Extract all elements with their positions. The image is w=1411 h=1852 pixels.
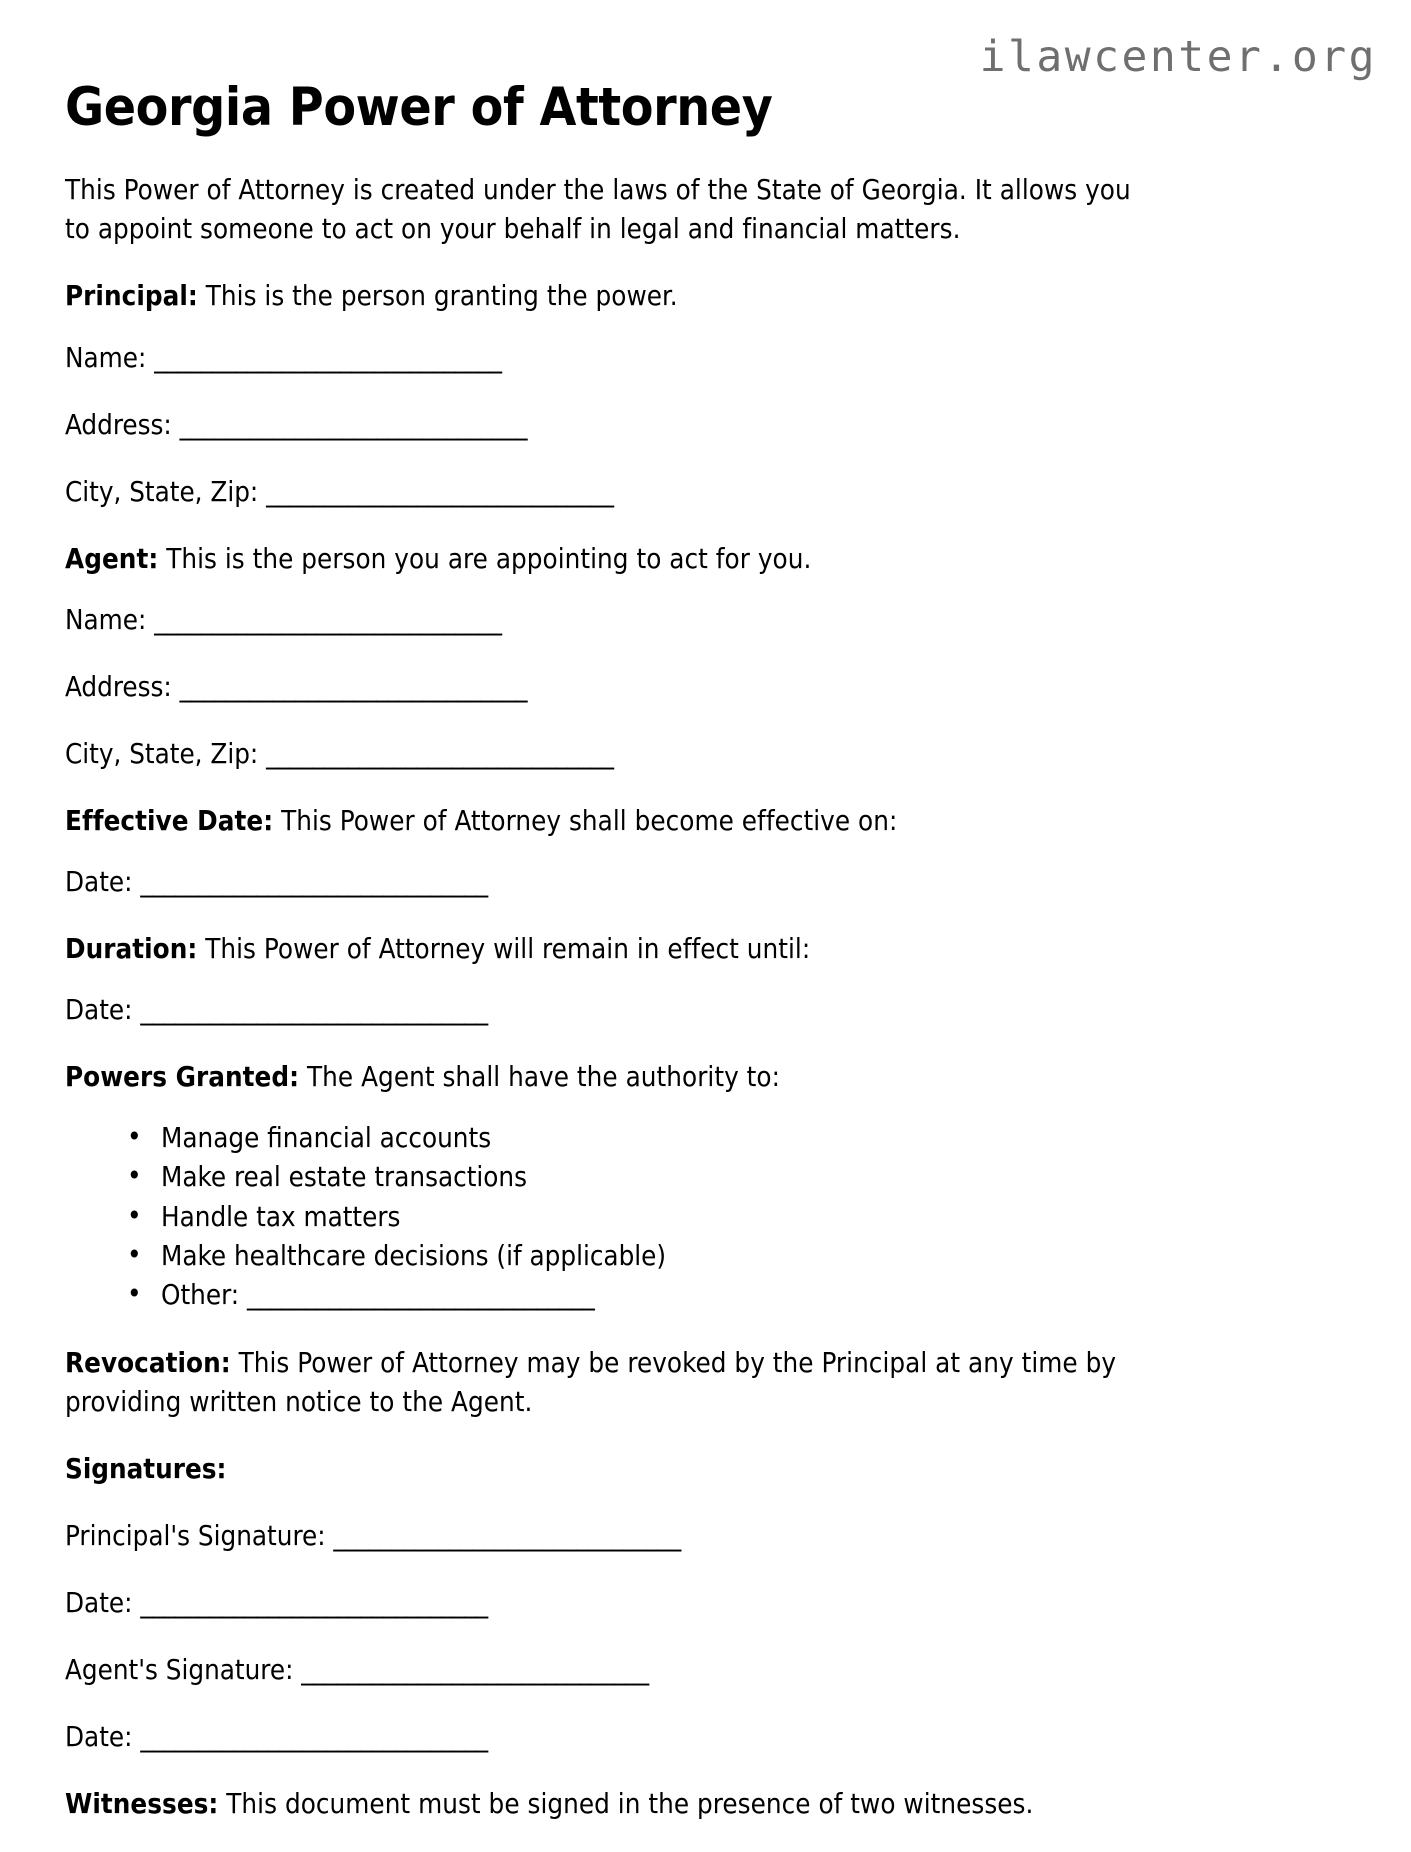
duration-description: This Power of Attorney will remain in effect until: <box>197 932 811 965</box>
principal-signature-date-field[interactable] <box>65 1584 1155 1623</box>
powers-granted-list <box>65 1119 1155 1316</box>
powers-granted-section-heading <box>65 1058 1155 1097</box>
fill-in-line[interactable]: ______________________________ <box>333 1519 681 1552</box>
witnesses-description: This document must be signed in the presence of two witnesses. <box>218 1787 1034 1820</box>
fill-in-line[interactable]: ______________________________ <box>266 475 614 508</box>
list-item <box>125 1119 1155 1158</box>
intro-paragraph: This Power of Attorney is created under the laws of the State of Georgia. It allows you to appoint someone to act on your behalf in legal and financial matters. <box>65 174 1131 246</box>
field-label: Date: <box>65 865 141 898</box>
site-watermark: ilawcenter.org <box>979 32 1377 82</box>
list-item-text: Make healthcare decisions (if applicable) <box>161 1240 667 1272</box>
list-item <box>125 1198 1155 1237</box>
principal-address-field[interactable] <box>65 406 1155 445</box>
signatures-heading: Signatures: <box>65 1452 227 1485</box>
agent-address-field[interactable] <box>65 668 1155 707</box>
field-label: Agent's Signature: <box>65 1653 302 1686</box>
field-label: Address: <box>65 408 180 441</box>
list-item-text: Handle tax matters <box>161 1200 401 1233</box>
fill-in-line[interactable]: ______________________________ <box>154 603 502 636</box>
fill-in-line[interactable]: ______________________________ <box>266 737 614 770</box>
field-label: Date: <box>65 1720 141 1753</box>
principal-label: Principal: <box>65 280 198 313</box>
list-item <box>125 1237 1155 1276</box>
principal-signature-field[interactable] <box>65 1517 1155 1556</box>
fill-in-line[interactable]: ______________________________ <box>140 865 488 898</box>
duration-date-field[interactable] <box>65 991 1155 1030</box>
fill-in-line[interactable]: ______________________________ <box>301 1653 649 1686</box>
revocation-description: This Power of Attorney may be revoked by the Principal at any time by providing written notice to the Agent. <box>65 1346 1117 1418</box>
page-title: Georgia Power of Attorney <box>65 77 773 138</box>
field-label: Name: <box>65 603 155 636</box>
principal-section-heading <box>65 277 1155 316</box>
field-label: Principal's Signature: <box>65 1519 334 1552</box>
agent-label: Agent: <box>65 542 159 575</box>
principal-name-field[interactable] <box>65 339 1155 378</box>
agent-name-field[interactable] <box>65 601 1155 640</box>
agent-city-state-zip-field[interactable] <box>65 735 1155 774</box>
agent-section-heading <box>65 540 1155 579</box>
list-item-text: Other: <box>161 1279 247 1312</box>
witnesses-label: Witnesses: <box>65 1787 219 1820</box>
duration-label: Duration: <box>65 932 198 965</box>
effective-date-label: Effective Date: <box>65 804 274 837</box>
fill-in-line[interactable]: ______________________________ <box>140 1720 488 1753</box>
fill-in-line[interactable]: ______________________________ <box>140 993 488 1026</box>
effective-date-section-heading <box>65 802 1155 841</box>
principal-city-state-zip-field[interactable] <box>65 473 1155 512</box>
principal-description: This is the person granting the power. <box>197 280 678 313</box>
agent-description: This is the person you are appointing to act for you. <box>158 542 812 575</box>
revocation-section <box>65 1344 1155 1422</box>
fill-in-line[interactable]: ______________________________ <box>179 670 527 703</box>
revocation-label: Revocation: <box>65 1346 231 1379</box>
field-label: City, State, Zip: <box>65 737 267 770</box>
fill-in-line[interactable]: ______________________________ <box>140 1586 488 1619</box>
list-item-text: Make real estate transactions <box>161 1161 527 1194</box>
field-label: Date: <box>65 993 141 1026</box>
fill-in-line[interactable]: ______________________________ <box>179 408 527 441</box>
duration-section-heading <box>65 930 1155 969</box>
list-item-text: Manage financial accounts <box>161 1122 492 1155</box>
list-item-other[interactable] <box>125 1276 1155 1315</box>
fill-in-line[interactable]: ______________________________ <box>246 1279 594 1312</box>
field-label: Address: <box>65 670 180 703</box>
witnesses-section <box>65 1785 1155 1824</box>
powers-granted-label: Powers Granted: <box>65 1061 300 1094</box>
powers-granted-description: The Agent shall have the authority to: <box>299 1061 780 1094</box>
list-item <box>125 1158 1155 1197</box>
field-label: Name: <box>65 341 155 374</box>
field-label: Date: <box>65 1586 141 1619</box>
agent-signature-date-field[interactable] <box>65 1718 1155 1757</box>
field-label: City, State, Zip: <box>65 475 267 508</box>
effective-date-description: This Power of Attorney shall become effective on: <box>273 804 898 837</box>
effective-date-field[interactable] <box>65 863 1155 902</box>
document-body <box>65 78 1155 1852</box>
fill-in-line[interactable]: ______________________________ <box>154 341 502 374</box>
agent-signature-field[interactable] <box>65 1651 1155 1690</box>
